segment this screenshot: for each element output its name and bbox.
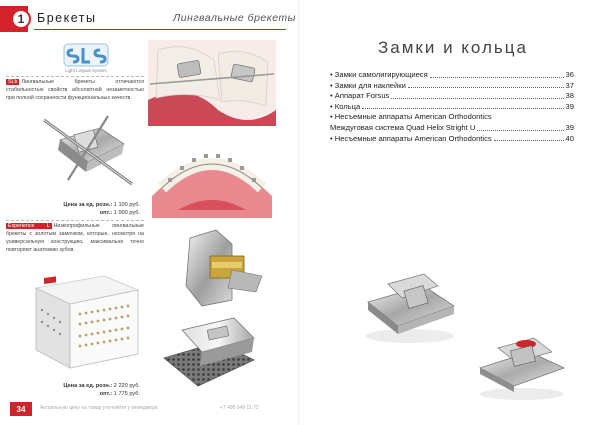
bracket-photo-1 (354, 262, 464, 348)
bracket-photo-2 (468, 318, 574, 404)
divider (6, 220, 144, 221)
toc-entry[interactable]: • Замки самолигирующиеся 36 (330, 70, 574, 79)
section-subtitle: Лингвальные брекеты (173, 12, 296, 24)
product2-price-wholesale: 1 775 руб. (113, 391, 140, 397)
toc-entry[interactable]: • Несъемные аппараты American Orthodontics (330, 112, 492, 122)
toc-entry[interactable]: Междуговая система Quad Helix Stright U 39 (330, 122, 574, 132)
section-name: Брекеты (37, 11, 97, 25)
product2-price-wholesale-label: опт.: (99, 391, 113, 397)
footer (0, 402, 290, 416)
product1-price (30, 201, 140, 217)
product1-price-wholesale: 1 000 руб. (113, 210, 140, 216)
product1-price-wholesale-label: опт.: (99, 210, 113, 216)
product1-price-retail-label: Цена за ед. розн.: (63, 202, 113, 208)
chapter-number: 1 (11, 9, 31, 29)
toc-title: Замки и кольца (378, 38, 528, 57)
toc-entry[interactable]: • Несъемные аппараты American Orthodontics 40 (330, 133, 574, 143)
product1-price-retail: 1 100 руб. (113, 202, 140, 208)
product2-price (30, 382, 140, 398)
lingual-teeth-photo (148, 40, 276, 126)
sls-logo (56, 40, 116, 80)
right-page (300, 0, 600, 425)
sls-logo-icon (56, 40, 116, 70)
product2-text: Низкопрофильные лингвальные брекеты с золотым замочком, которые, несмотря на универсальную конструкцию, максимально точно повторяют анатомию зубов. (6, 223, 145, 253)
product2-description (6, 222, 144, 254)
product1-tag: SLb (8, 79, 18, 85)
product1-description (6, 78, 144, 102)
toc-entry[interactable]: • Замки для наклейки 37 (330, 80, 574, 90)
header-rule (34, 29, 286, 30)
dental-model-photo (148, 126, 276, 218)
divider (6, 76, 144, 77)
product1-photo (38, 110, 138, 190)
product2-photo (30, 270, 142, 374)
product2-tag: Experience L (8, 223, 50, 229)
footer-phone: +7 495 649 11 72 (220, 405, 259, 411)
page-number: 34 (10, 402, 32, 416)
product1-text: Лингвальные брекеты отличаются стабильностью свойств абсолютной незаметностью при полной сохранности функциональных качеств. (6, 79, 144, 101)
product2-price-retail: 2 220 руб. (113, 383, 140, 389)
table-of-contents (330, 70, 574, 144)
logo-caption: Light Lingual System (65, 68, 107, 73)
bracket-mesh-photo (156, 312, 276, 396)
product2-price-retail-label: Цена за ед. розн.: (63, 383, 113, 389)
footer-note: Актуальную цену на товар уточняйте у менеджера (40, 405, 158, 411)
toc-entry[interactable]: • Аппарат Forsus 38 (330, 91, 574, 101)
toc-entry[interactable]: • Кольца 39 (330, 101, 574, 111)
bracket-gold-photo (176, 226, 272, 310)
